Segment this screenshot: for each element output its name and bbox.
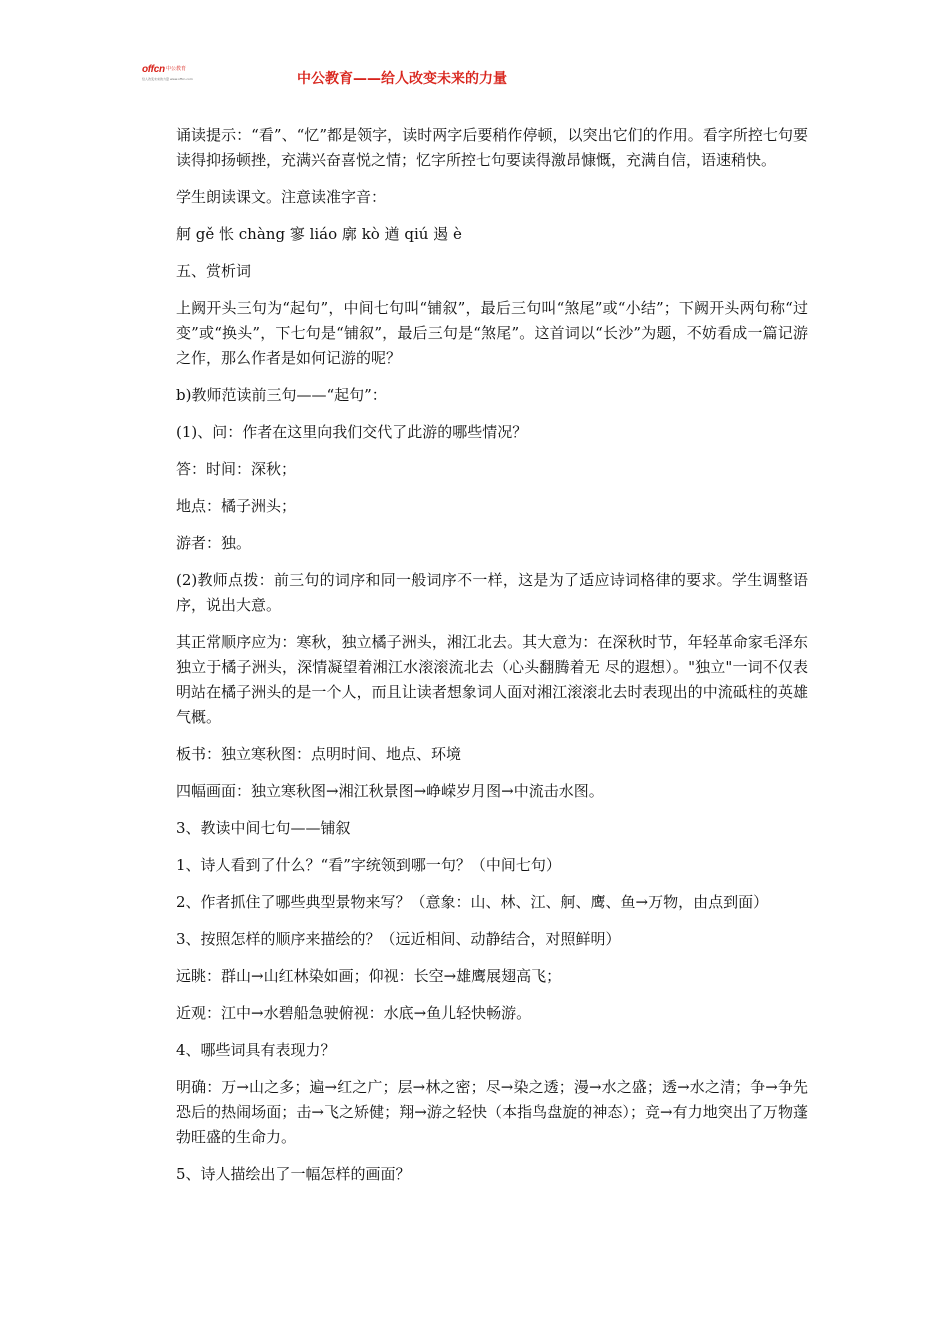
paragraph: 其正常顺序应为：寒秋，独立橘子洲头，湘江北去。其大意为：在深秋时节，年轻革命家毛泽东独立于橘子洲头，深情凝望着湘江水滚滚流北去（心头翻腾着无 尽的遐想）。"独立"一词不仅表明站在橘子洲头的是一个人，而且让读者想象词人面对湘江滚滚北去时表现出的中流砥柱的英雄气概。	[176, 633, 808, 726]
paragraph: 板书：独立寒秋图：点明时间、地点、环境	[176, 745, 462, 763]
page-header	[142, 62, 842, 92]
paragraph: 2、作者抓住了哪些典型景物来写？（意象：山、林、江、舸、鹰、鱼→万物，由点到面）	[176, 893, 769, 911]
paragraph: 舸 gě 怅 chàng 寥 liáo 廓 kò 遒 qiú 遏 è	[176, 225, 462, 243]
paragraph: 远眺：群山→山红林染如画；仰视：长空→雄鹰展翅高飞；	[176, 967, 562, 985]
paragraph: 地点：橘子洲头；	[176, 497, 297, 515]
paragraph: 四幅画面：独立寒秋图→湘江秋景图→峥嵘岁月图→中流击水图。	[176, 782, 604, 800]
paragraph: 3、教读中间七句——铺叙	[176, 819, 351, 837]
paragraph: 答：时间：深秋；	[176, 460, 297, 478]
paragraph: 1、诗人看到了什么？“看”字统领到哪一句？（中间七句）	[176, 856, 561, 874]
paragraph: 学生朗读课文。注意读准字音：	[176, 188, 387, 206]
paragraph: (2)教师点拨：前三句的词序和同一般词序不一样，这是为了适应诗词格律的要求。学生调整语序，说出大意。	[176, 571, 808, 614]
paragraph: 五、赏析词	[176, 262, 252, 280]
offcn-logo	[142, 64, 192, 84]
paragraph: 3、按照怎样的顺序来描绘的？（远近相间、动静结合，对照鲜明）	[176, 930, 621, 948]
paragraph: 诵读提示：“看”、“忆”都是领字，读时两字后要稍作停顿，以突出它们的作用。看字所控七句要读得抑扬顿挫，充满兴奋喜悦之情；忆字所控七句要读得激昂慷慨，充满自信，语速稍快。	[176, 126, 808, 169]
logo-subtitle: 给人改变未来的力量 www.offcn.com	[142, 77, 193, 81]
paragraph: 明确：万→山之多；遍→红之广；层→林之密；尽→染之透；漫→水之盛；透→水之清；争→争先恐后的热闹场面；击→飞之矫健；翔→游之轻快（本指鸟盘旋的神态）；竞→有力地突出了万物蓬勃旺盛的生命力。	[176, 1078, 808, 1146]
logo-mark: offcn	[142, 64, 165, 75]
paragraph: 上阙开头三句为“起句”，中间七句叫“铺叙”，最后三句叫“煞尾”或“小结”；下阙开头两句称“过变”或“换头”，下七句是“铺叙”，最后三句是“煞尾”。这首词以“长沙”为题，不妨看成一篇记游之作，那么作者是如何记游的呢？	[176, 299, 808, 367]
header-title: 中公教育——给人改变未来的力量	[297, 71, 507, 87]
logo-brand: 中公教育	[166, 66, 187, 72]
paragraph: 5、诗人描绘出了一幅怎样的画面？	[176, 1165, 411, 1183]
paragraph: (1)、问：作者在这里向我们交代了此游的哪些情况？	[176, 423, 528, 441]
document-body	[176, 123, 808, 1199]
paragraph: 游者：独。	[176, 534, 252, 552]
paragraph: 4、哪些词具有表现力？	[176, 1041, 336, 1059]
paragraph: 近观：江中→水碧船急驶俯视：水底→鱼儿轻快畅游。	[176, 1004, 532, 1022]
paragraph: b)教师范读前三句——“起句”：	[176, 386, 387, 404]
